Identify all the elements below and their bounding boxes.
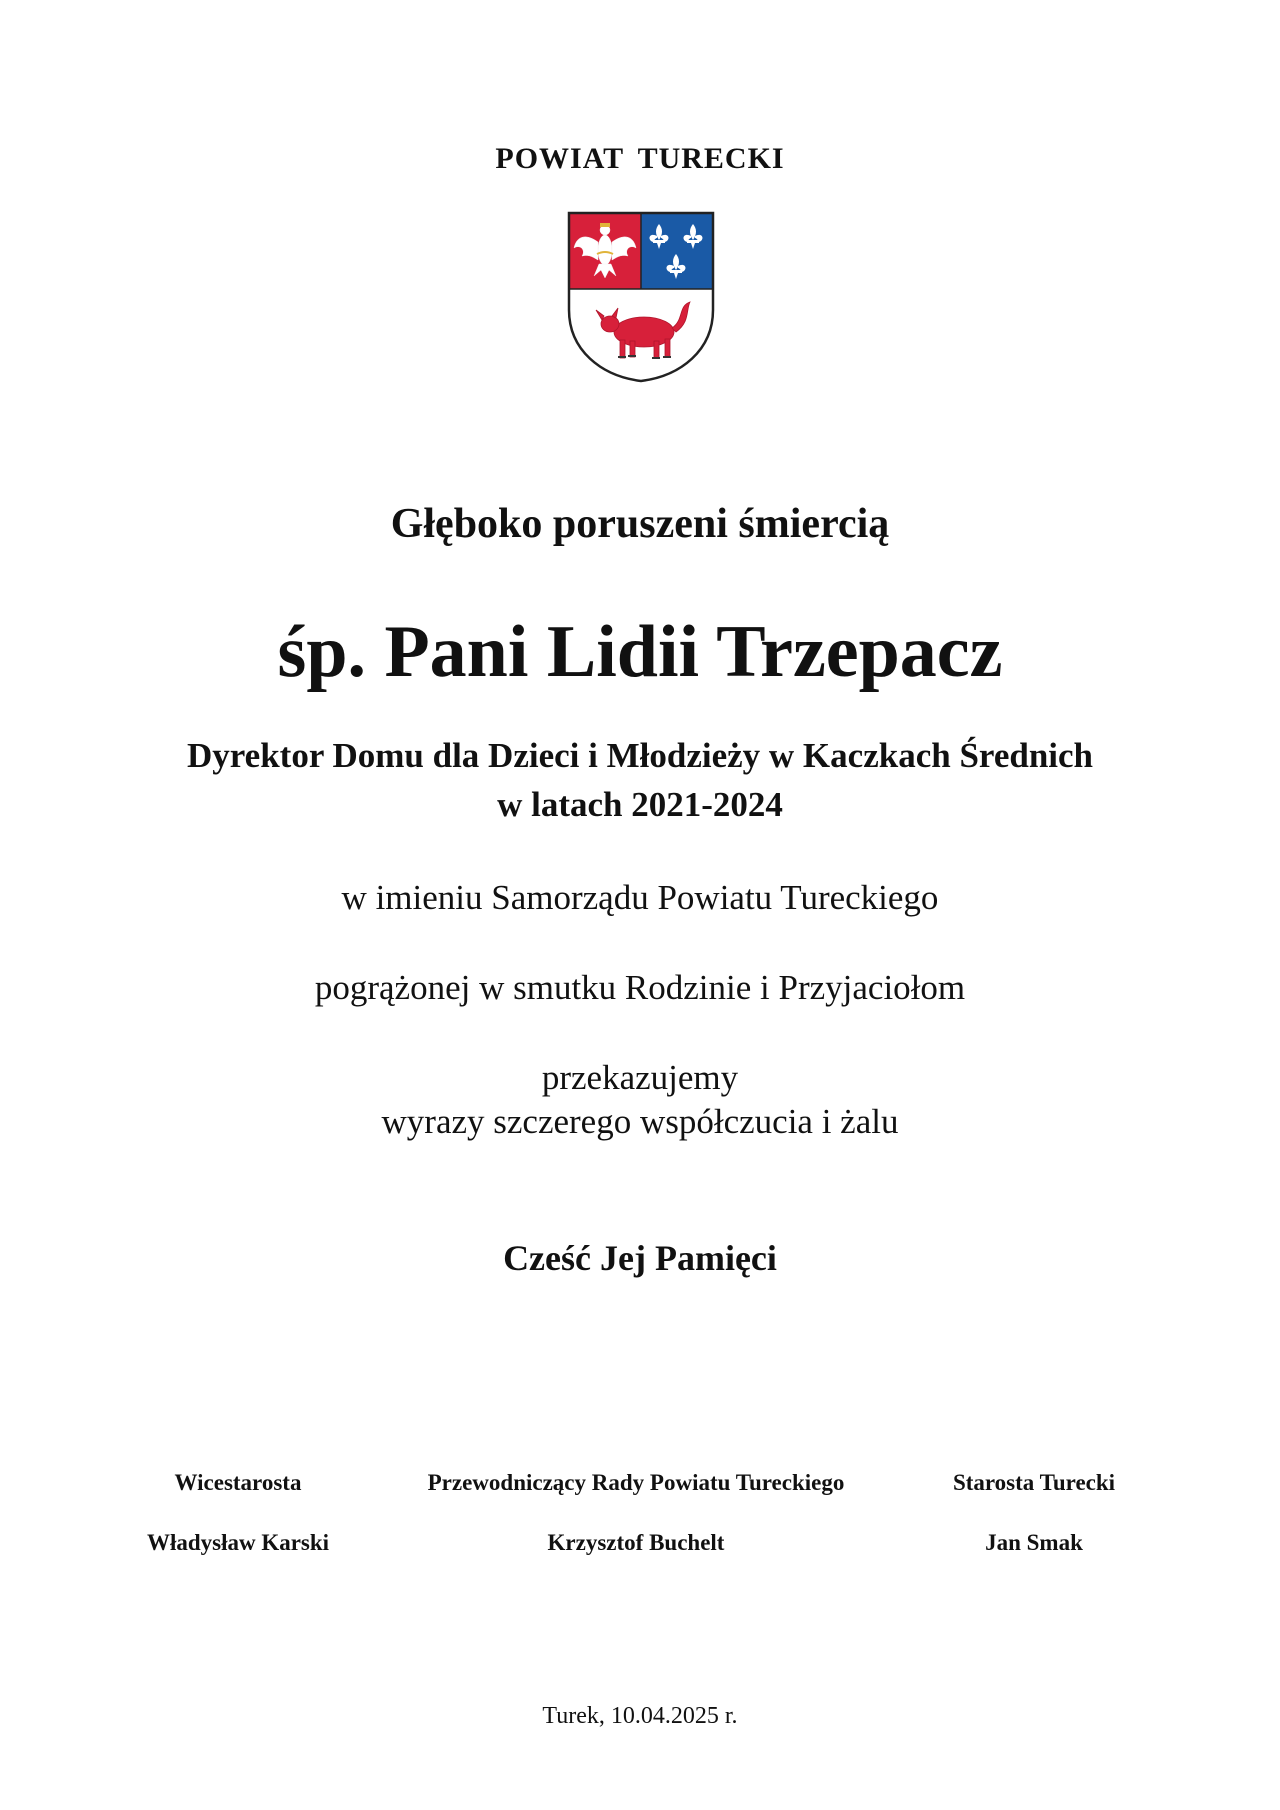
- deceased-name: śp. Pani Lidii Trzepacz: [277, 611, 1003, 693]
- closing-text: Cześć Jej Pamięci: [503, 1238, 777, 1278]
- signature-name: Władysław Karski: [146, 1530, 330, 1555]
- signature-name: Jan Smak: [985, 1530, 1083, 1555]
- place-date: Turek, 10.04.2025 r.: [542, 1703, 738, 1729]
- signature-name: Krzysztof Buchelt: [547, 1530, 725, 1555]
- signature-role: Starosta Turecki: [952, 1470, 1116, 1495]
- paragraph-1: w imieniu Samorządu Powiatu Tureckiego: [341, 878, 939, 917]
- role-line-2: w latach 2021-2024: [497, 785, 783, 824]
- signature-role: Przewodniczący Rady Powiatu Tureckiego: [427, 1470, 845, 1495]
- paragraph-3-line-1: przekazujemy: [541, 1058, 739, 1097]
- header-title: POWIAT TURECKI: [495, 142, 785, 175]
- paragraph-3-line-2: wyrazy szczerego współczucia i żalu: [381, 1102, 899, 1141]
- paragraph-2: pogrążonej w smutku Rodzinie i Przyjaciołom: [314, 968, 966, 1007]
- lead-text: Głęboko poruszeni śmiercią: [390, 501, 890, 547]
- signatures: [0, 1470, 1280, 1580]
- coat-of-arms-icon: [566, 210, 716, 384]
- role-line-1: Dyrektor Domu dla Dzieci i Młodzieży w Kaczkach Średnich: [186, 736, 1094, 775]
- signature-role: Wicestarosta: [174, 1470, 302, 1495]
